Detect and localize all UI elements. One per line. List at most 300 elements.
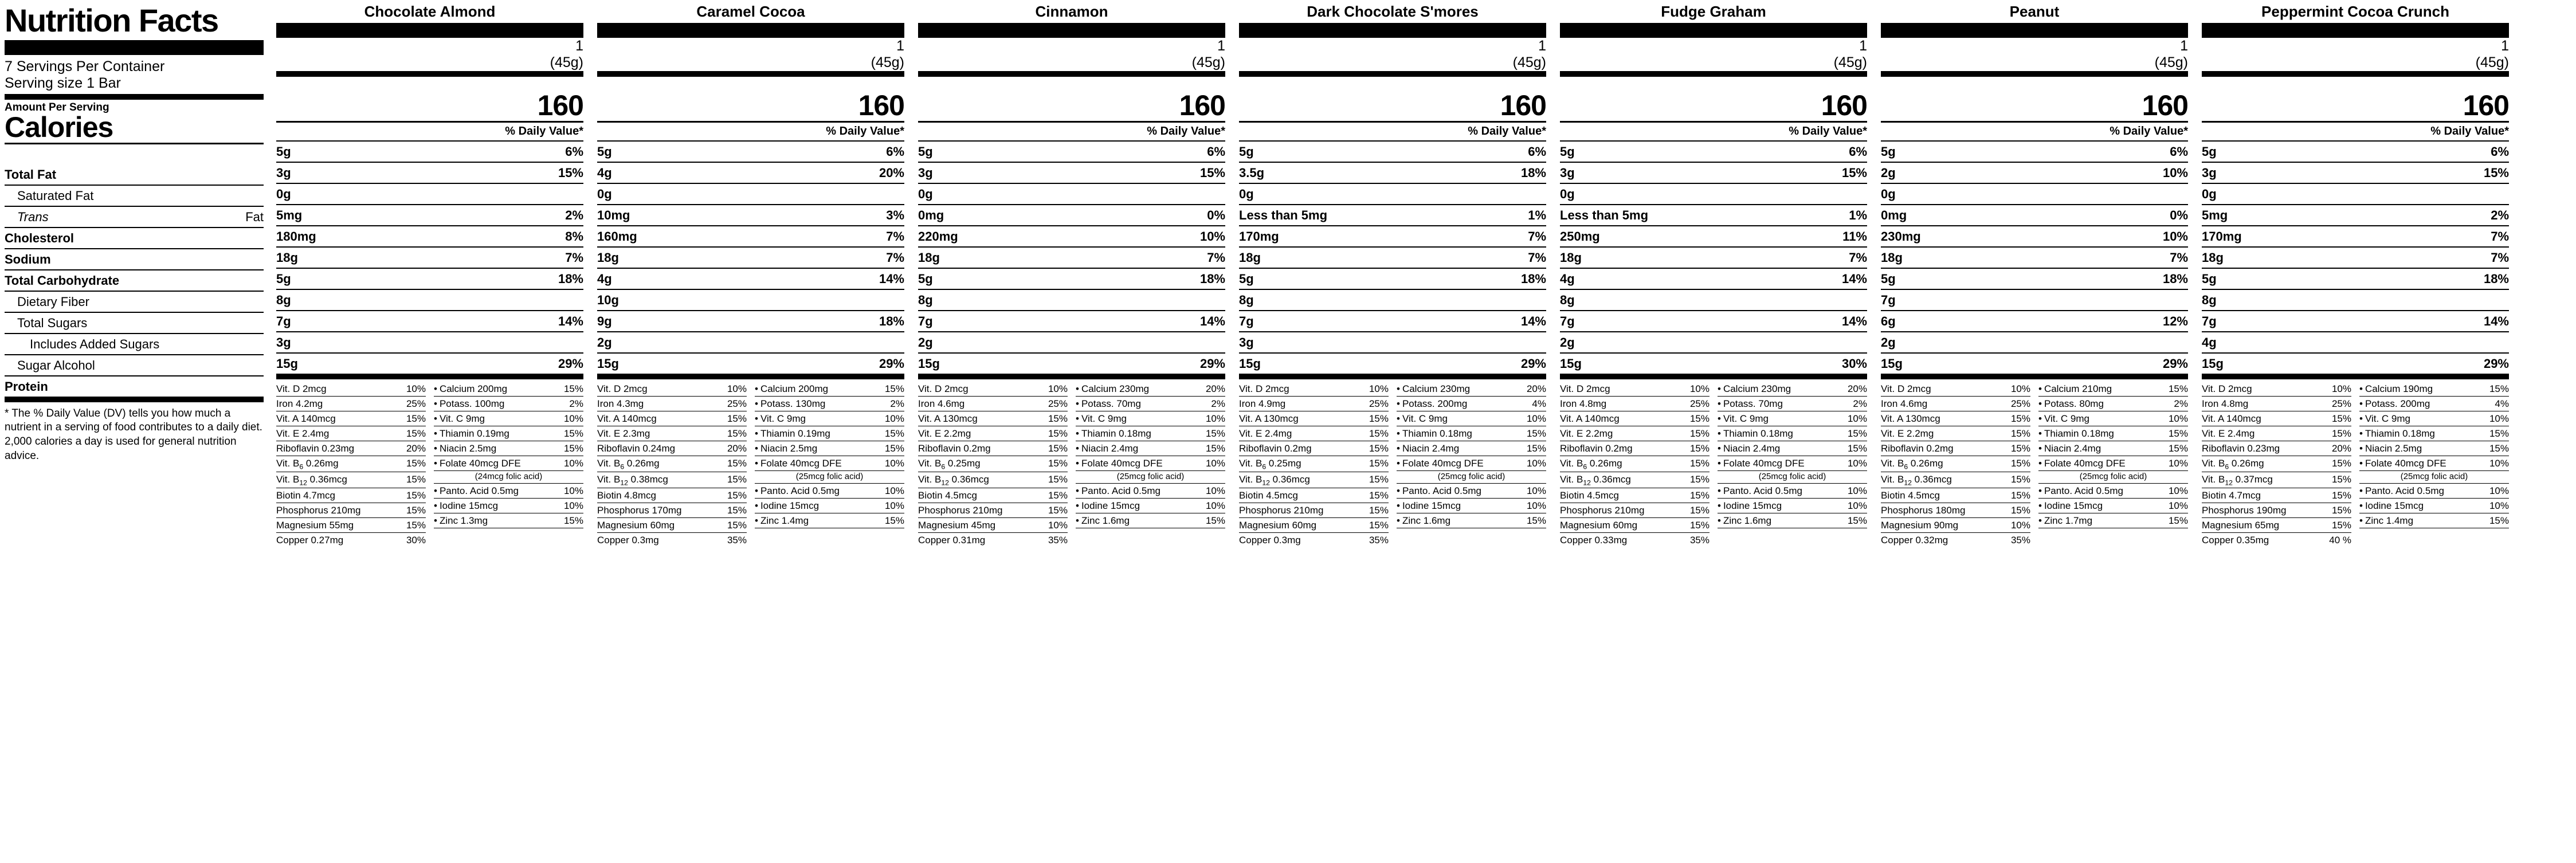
vitamin-row: • Thiamin 0.19mg 15% — [755, 426, 904, 441]
vitamin-name: Folate 40mcg DFE — [1081, 457, 1163, 469]
vitamin-name: Copper 0.35mg — [2202, 535, 2269, 546]
bullet-icon: • — [1397, 413, 1400, 424]
vitamin-name: Zinc 1.4mg — [2365, 515, 2414, 526]
vitamin-name: Vit. D 2mcg — [597, 383, 648, 394]
vitamin-name: Riboflavin 0.23mg — [2202, 442, 2280, 454]
dv-header: % Daily Value* — [1560, 123, 1867, 142]
vitamin-name: Magnesium 90mg — [1881, 520, 1959, 531]
value-sodium: 220mg 10% — [918, 226, 1225, 248]
vitamin-name: Copper 0.33mg — [1560, 535, 1628, 546]
bullet-icon: • — [2038, 383, 2042, 394]
vitamin-grid — [1239, 382, 1546, 548]
vitamin-row: Phosphorus 190mg 15% — [2202, 503, 2351, 518]
vitamin-name: Vit. $B_6$ 0.26mg — [1560, 457, 1622, 470]
vitamin-row: • Folate 40mcg DFE 10% — [1718, 456, 1867, 471]
value-sodium: 250mg 11% — [1560, 226, 1867, 248]
vitamin-row: • Iodine 15mcg 10% — [1397, 499, 1546, 513]
vitamin-grid — [597, 382, 904, 548]
vitamin-row: • Calcium 190mg 15% — [2359, 382, 2509, 397]
bullet-icon: • — [755, 413, 758, 424]
vitamin-name: Panto. Acid 0.5mg — [439, 485, 519, 496]
vitamin-row: Vit. D 2mcg 10% — [918, 382, 1068, 397]
value-cholesterol: 0mg 0% — [918, 205, 1225, 226]
row-label-saturated-fat: Saturated Fat — [5, 186, 264, 207]
value-sodium: 160mg 7% — [597, 226, 904, 248]
vitamin-grid — [918, 382, 1225, 548]
vitamin-row: Riboflavin 0.2mg 15% — [918, 441, 1068, 456]
vitamin-name: Vit. D 2mcg — [2202, 383, 2252, 394]
vitamin-row: Vit. $B_{12}$ 0.38mcg 15% — [597, 472, 747, 488]
serving-count: 1 — [896, 38, 904, 54]
daily-value-footnote: * The % Daily Value (DV) tells you how much a nutrient in a serving of food contributes to a daily diet. 2,000 calories a day is used for general nutrition advice. — [5, 407, 262, 462]
vitamin-grid — [276, 382, 583, 548]
bullet-icon: • — [1076, 398, 1079, 409]
vitamin-row: Magnesium 60mg 15% — [1560, 518, 1710, 533]
vitamin-row: • Panto. Acid 0.5mg 10% — [1718, 484, 1867, 499]
vitamin-row: Iron 4.8mg 25% — [2202, 397, 2351, 411]
value-protein: 15g 29% — [918, 354, 1225, 379]
vitamin-row: Vit. E 2.4mg 15% — [2202, 426, 2351, 441]
vitamin-name: Niacin 2.4mg — [2044, 442, 2101, 454]
vitamin-row: • Vit. C 9mg 10% — [434, 411, 583, 426]
vitamin-row: Phosphorus 210mg 15% — [1560, 503, 1710, 518]
vitamin-row: • Zinc 1.6mg 15% — [1397, 513, 1546, 528]
vitamin-name: Copper 0.31mg — [918, 535, 986, 546]
value-cholesterol: 10mg 3% — [597, 205, 904, 226]
bullet-icon: • — [1718, 413, 1721, 424]
value-added-sugars: 7g 14% — [276, 311, 583, 332]
value-total-fat: 5g 6% — [1239, 142, 1546, 163]
value-trans-fat: 0g — [1560, 184, 1867, 205]
bullet-icon: • — [2359, 500, 2363, 511]
vitamin-row: • Iodine 15mcg 10% — [2359, 499, 2509, 513]
vitamin-name: Phosphorus 190mg — [2202, 505, 2287, 516]
calories-value: 160 — [1179, 89, 1225, 121]
vitamin-name: Vit. C 9mg — [1723, 413, 1769, 424]
bullet-icon: • — [1076, 485, 1079, 496]
vitamin-name: Magnesium 60mg — [1239, 520, 1317, 531]
vitamin-col-right — [1076, 382, 1225, 548]
value-added-sugars: 9g 18% — [597, 311, 904, 332]
calories-value: 160 — [1500, 89, 1546, 121]
vitamin-name: Riboflavin 0.2mg — [1881, 442, 1954, 454]
value-saturated-fat: 2g 10% — [1881, 163, 2188, 184]
row-label-dietary-fiber: Dietary Fiber — [5, 292, 264, 313]
vitamin-row: Vit. E 2.4mg 15% — [1239, 426, 1389, 441]
value-trans-fat: 0g — [276, 184, 583, 205]
bullet-icon: • — [2359, 383, 2363, 394]
value-sugar-alcohol: 3g — [1239, 332, 1546, 354]
vitamin-row: • Folate 40mcg DFE 10% — [2038, 456, 2188, 471]
value-saturated-fat: 3g 15% — [276, 163, 583, 184]
vitamin-name: Folate 40mcg DFE — [2044, 457, 2126, 469]
bullet-icon: • — [755, 442, 758, 454]
flavor-title: Chocolate Almond — [364, 3, 496, 20]
bullet-icon: • — [1718, 500, 1721, 511]
vitamin-name: Iron 4.2mg — [276, 398, 323, 409]
bullet-icon: • — [434, 515, 437, 526]
vitamin-row: Iron 4.3mg 25% — [597, 397, 747, 411]
vitamin-name: Iodine 15mcg — [2365, 500, 2424, 511]
vitamin-name: Thiamin 0.19mg — [439, 427, 509, 439]
vitamin-name: Iron 4.3mg — [597, 398, 644, 409]
vitamin-name: Calcium 210mg — [2044, 383, 2112, 394]
value-total-carbohydrate: 18g 7% — [1560, 248, 1867, 269]
bullet-icon: • — [1718, 515, 1721, 526]
vitamin-row: Biotin 4.5mcg 15% — [1239, 488, 1389, 503]
bullet-icon: • — [1397, 500, 1400, 511]
vitamin-name: Vit. D 2mcg — [918, 383, 969, 394]
vitamin-name: Vit. $B_{12}$ 0.38mcg — [597, 473, 668, 487]
bullet-icon: • — [434, 413, 437, 424]
flavor-column-fudge-graham — [1553, 0, 1874, 547]
value-total-fat: 5g 6% — [276, 142, 583, 163]
vitamin-name: Calcium 230mg — [1402, 383, 1471, 394]
vitamin-row: • Folate 40mcg DFE 10% — [755, 456, 904, 471]
vitamin-row: Vit. A 140mcg 15% — [597, 411, 747, 426]
vitamin-row: • Calcium 230mg 20% — [1076, 382, 1225, 397]
value-trans-fat: 0g — [1239, 184, 1546, 205]
value-total-carbohydrate: 18g 7% — [1239, 248, 1546, 269]
value-added-sugars: 6g 12% — [1881, 311, 2188, 332]
bullet-icon: • — [1718, 427, 1721, 439]
bullet-icon: • — [1397, 427, 1400, 439]
row-label-sugar-alcohol: Sugar Alcohol — [5, 355, 264, 376]
vitamin-name: Potass. 130mg — [760, 398, 826, 409]
vitamin-row: Magnesium 60mg 15% — [597, 518, 747, 533]
serving-count: 1 — [2180, 38, 2188, 54]
vitamin-row: • Niacin 2.5mg 15% — [2359, 441, 2509, 456]
vitamin-row: Vit. D 2mcg 10% — [597, 382, 747, 397]
vitamin-row: • Thiamin 0.18mg 15% — [1076, 426, 1225, 441]
calories-value: 160 — [1821, 89, 1867, 121]
folate-sub-note: (25mcg folic acid) — [1397, 471, 1546, 484]
vitamin-row: Copper 0.32mg 35% — [1881, 535, 2030, 546]
serving-weight: (45g) — [1833, 54, 1867, 70]
divider-thick — [2202, 23, 2509, 38]
vitamin-name: Zinc 1.6mg — [1081, 515, 1130, 526]
serving-count: 1 — [2501, 38, 2509, 54]
vitamin-name: Folate 40mcg DFE — [1723, 457, 1805, 469]
vitamin-name: Vit. $B_6$ 0.26mg — [597, 457, 660, 470]
vitamin-row: • Zinc 1.6mg 15% — [1076, 513, 1225, 528]
vitamin-row: Vit. E 2.2mg 15% — [1560, 426, 1710, 441]
vitamin-row: • Panto. Acid 0.5mg 10% — [434, 484, 583, 499]
value-total-fat: 5g 6% — [2202, 142, 2509, 163]
vitamin-col-right — [2359, 382, 2509, 548]
vitamin-row: • Folate 40mcg DFE 10% — [434, 456, 583, 471]
vitamin-row: • Zinc 1.6mg 15% — [1718, 513, 1867, 528]
row-label-total-sugars: Total Sugars — [5, 313, 264, 334]
value-added-sugars: 7g 14% — [918, 311, 1225, 332]
dv-header: % Daily Value* — [597, 123, 904, 142]
vitamin-row: Copper 0.3mg 35% — [1239, 535, 1389, 546]
vitamin-name: Iodine 15mcg — [439, 500, 499, 511]
vitamin-name: Iodine 15mcg — [1081, 500, 1140, 511]
bullet-icon: • — [2359, 457, 2363, 469]
vitamin-name: Vit. A 130mcg — [1881, 413, 1940, 424]
vitamin-name: Thiamin 0.18mg — [2365, 427, 2435, 439]
divider-medium — [1560, 71, 1867, 77]
vitamin-row: • Folate 40mcg DFE 10% — [1076, 456, 1225, 471]
bullet-icon: • — [1076, 457, 1079, 469]
page-title: Nutrition Facts — [5, 2, 218, 38]
vitamin-name: Copper 0.3mg — [597, 535, 659, 546]
serving-weight: (45g) — [2475, 54, 2509, 70]
bullet-icon: • — [434, 457, 437, 469]
value-sugar-alcohol: 2g — [597, 332, 904, 354]
value-sugar-alcohol: 4g — [2202, 332, 2509, 354]
value-total-carbohydrate: 18g 7% — [2202, 248, 2509, 269]
value-total-sugars: 8g — [2202, 290, 2509, 311]
divider-thick — [5, 40, 264, 55]
vitamin-row: • Thiamin 0.18mg 15% — [1397, 426, 1546, 441]
vitamin-row: • Niacin 2.5mg 15% — [755, 441, 904, 456]
vitamin-row: • Panto. Acid 0.5mg 10% — [2038, 484, 2188, 499]
divider-thick — [918, 23, 1225, 38]
row-label-trans-fat: Trans Fat — [5, 207, 264, 228]
vitamin-name: Calcium 200mg — [760, 383, 829, 394]
vitamin-name: Vit. E 2.4mg — [1239, 427, 1292, 439]
vitamin-name: Vit. E 2.4mg — [276, 427, 330, 439]
divider-medium — [276, 71, 583, 77]
vitamin-row: Riboflavin 0.2mg 15% — [1881, 441, 2030, 456]
value-trans-fat: 0g — [918, 184, 1225, 205]
vitamin-name: Panto. Acid 0.5mg — [1402, 485, 1481, 496]
vitamin-col-right — [755, 382, 904, 548]
value-total-fat: 5g 6% — [1881, 142, 2188, 163]
row-label-protein: Protein — [5, 376, 264, 402]
vitamin-name: Potass. 70mg — [1081, 398, 1141, 409]
vitamin-col-left — [1560, 382, 1710, 548]
vitamin-row: Magnesium 65mg 15% — [2202, 518, 2351, 533]
vitamin-name: Panto. Acid 0.5mg — [2365, 485, 2444, 496]
vitamin-name: Potass. 100mg — [439, 398, 505, 409]
value-total-fat: 5g 6% — [918, 142, 1225, 163]
vitamin-row: • Vit. C 9mg 10% — [755, 411, 904, 426]
bullet-icon: • — [1076, 515, 1079, 526]
bullet-icon: • — [755, 457, 758, 469]
vitamin-name: Vit. D 2mcg — [276, 383, 327, 394]
vitamin-name: Biotin 4.7mcg — [276, 490, 335, 501]
divider-thick — [1881, 23, 2188, 38]
vitamin-col-left — [276, 382, 426, 548]
vitamin-row: Vit. $B_{12}$ 0.36mcg 15% — [1881, 472, 2030, 488]
vitamin-name: Zinc 1.6mg — [1402, 515, 1451, 526]
divider-thick — [1239, 23, 1546, 38]
vitamin-row: • Potass. 80mg 2% — [2038, 397, 2188, 411]
value-total-sugars: 8g — [1239, 290, 1546, 311]
bullet-icon: • — [755, 485, 758, 496]
value-dietary-fiber: 5g 18% — [918, 269, 1225, 290]
vitamin-name: Phosphorus 210mg — [1560, 505, 1645, 516]
vitamin-name: Folate 40mcg DFE — [439, 457, 521, 469]
bullet-icon: • — [1076, 383, 1079, 394]
vitamin-row: Vit. E 2.3mg 15% — [597, 426, 747, 441]
value-dietary-fiber: 4g 14% — [597, 269, 904, 290]
divider-thick — [276, 23, 583, 38]
vitamin-row: Vit. $B_6$ 0.26mg 15% — [597, 456, 747, 472]
vitamin-name: Calcium 230mg — [1723, 383, 1791, 394]
vitamin-name: Folate 40mcg DFE — [760, 457, 842, 469]
calories-value: 160 — [858, 89, 904, 121]
vitamin-row: Biotin 4.7mcg 15% — [2202, 488, 2351, 503]
value-saturated-fat: 3g 15% — [2202, 163, 2509, 184]
bullet-icon: • — [755, 500, 758, 511]
dv-header: % Daily Value* — [1239, 123, 1546, 142]
vitamin-name: Magnesium 45mg — [918, 520, 996, 531]
vitamin-col-left — [597, 382, 747, 548]
vitamin-name: Vit. D 2mcg — [1560, 383, 1610, 394]
bullet-icon: • — [2359, 485, 2363, 496]
vitamin-name: Iron 4.9mg — [1239, 398, 1286, 409]
vitamin-name: Zinc 1.3mg — [439, 515, 488, 526]
vitamin-name: Zinc 1.7mg — [2044, 515, 2093, 526]
value-cholesterol: 5mg 2% — [276, 205, 583, 226]
vitamin-row: • Iodine 15mcg 10% — [1718, 499, 1867, 513]
bullet-icon: • — [1397, 485, 1400, 496]
vitamin-row: Vit. A 130mcg 15% — [918, 411, 1068, 426]
serving-count: 1 — [1859, 38, 1867, 54]
servings-per-container: 7 Servings Per Container — [5, 58, 165, 74]
vitamin-row: • Panto. Acid 0.5mg 10% — [1397, 484, 1546, 499]
vitamin-row: • Folate 40mcg DFE 10% — [2359, 456, 2509, 471]
vitamin-row: Vit. $B_6$ 0.26mg 15% — [2202, 456, 2351, 472]
vitamin-name: Magnesium 60mg — [597, 520, 675, 531]
vitamin-row: Vit. D 2mcg 10% — [2202, 382, 2351, 397]
value-total-fat: 5g 6% — [1560, 142, 1867, 163]
divider-medium — [5, 94, 264, 100]
vitamin-col-right — [2038, 382, 2188, 548]
flavor-column-chocolate-almond — [269, 0, 590, 547]
vitamin-name: Vit. C 9mg — [2044, 413, 2090, 424]
vitamin-row: • Calcium 200mg 15% — [434, 382, 583, 397]
vitamin-row: Vit. $B_6$ 0.25mg 15% — [1239, 456, 1389, 472]
vitamin-name: Thiamin 0.18mg — [1723, 427, 1793, 439]
flavor-column-cinnamon — [911, 0, 1232, 547]
vitamin-name: Calcium 230mg — [1081, 383, 1150, 394]
value-trans-fat: 0g — [597, 184, 904, 205]
serving-weight: (45g) — [871, 54, 904, 70]
bullet-icon: • — [2359, 427, 2363, 439]
bullet-icon: • — [1718, 457, 1721, 469]
vitamin-name: Potass. 80mg — [2044, 398, 2104, 409]
vitamin-name: Vit. A 130mcg — [1239, 413, 1299, 424]
vitamin-name: Vit. E 2.2mg — [918, 427, 971, 439]
serving-weight: (45g) — [550, 54, 583, 70]
vitamin-row: • Iodine 15mcg 10% — [755, 499, 904, 513]
vitamin-row: • Calcium 210mg 15% — [2038, 382, 2188, 397]
value-total-sugars: 8g — [1560, 290, 1867, 311]
vitamin-row: Copper 0.33mg 35% — [1560, 535, 1710, 546]
vitamin-row: Magnesium 45mg 10% — [918, 518, 1068, 533]
vitamin-row: • Potass. 100mg 2% — [434, 397, 583, 411]
vitamin-row: • Niacin 2.4mg 15% — [1397, 441, 1546, 456]
value-protein: 15g 29% — [1881, 354, 2188, 379]
vitamin-row: • Thiamin 0.18mg 15% — [2359, 426, 2509, 441]
value-protein: 15g 29% — [276, 354, 583, 379]
vitamin-row: Vit. A 140mcg 15% — [2202, 411, 2351, 426]
value-sodium: 170mg 7% — [1239, 226, 1546, 248]
vitamin-row: Vit. D 2mcg 10% — [1560, 382, 1710, 397]
vitamin-row: • Iodine 15mcg 10% — [1076, 499, 1225, 513]
value-added-sugars: 7g 14% — [1239, 311, 1546, 332]
vitamin-name: Magnesium 60mg — [1560, 520, 1638, 531]
bullet-icon: • — [1397, 398, 1400, 409]
vitamin-row: Riboflavin 0.2mg 15% — [1560, 441, 1710, 456]
vitamin-row: Iron 4.9mg 25% — [1239, 397, 1389, 411]
bullet-icon: • — [755, 383, 758, 394]
vitamin-name: Vit. C 9mg — [439, 413, 485, 424]
bullet-icon: • — [755, 515, 758, 526]
value-protein: 15g 29% — [597, 354, 904, 379]
row-label-total-fat: Total Fat — [5, 164, 264, 186]
vitamin-row: • Niacin 2.4mg 15% — [1718, 441, 1867, 456]
vitamin-col-right — [434, 382, 583, 548]
vitamin-row: • Panto. Acid 0.5mg 10% — [1076, 484, 1225, 499]
value-sodium: 170mg 7% — [2202, 226, 2509, 248]
vitamin-name: Thiamin 0.18mg — [1081, 427, 1151, 439]
value-saturated-fat: 3.5g 18% — [1239, 163, 1546, 184]
vitamin-name: Vit. $B_{12}$ 0.36mcg — [1881, 473, 1952, 487]
bullet-icon: • — [2038, 457, 2042, 469]
serving-weight: (45g) — [1512, 54, 1546, 70]
value-saturated-fat: 4g 20% — [597, 163, 904, 184]
vitamin-name: Potass. 200mg — [1402, 398, 1468, 409]
divider-medium — [2202, 71, 2509, 77]
calories-value: 160 — [537, 89, 583, 121]
vitamin-name: Biotin 4.5mcg — [1881, 490, 1940, 501]
bullet-icon: • — [1076, 413, 1079, 424]
vitamin-name: Iron 4.6mg — [918, 398, 965, 409]
serving-count: 1 — [1217, 38, 1225, 54]
vitamin-row: Biotin 4.7mcg 15% — [276, 488, 426, 503]
dv-header: % Daily Value* — [276, 123, 583, 142]
value-cholesterol: 5mg 2% — [2202, 205, 2509, 226]
flavor-column-caramel-cocoa — [590, 0, 911, 547]
vitamin-name: Vit. $B_{12}$ 0.36mcg — [1560, 473, 1631, 487]
value-sodium: 180mg 8% — [276, 226, 583, 248]
vitamin-name: Riboflavin 0.2mg — [1239, 442, 1312, 454]
vitamin-row: Vit. A 130mcg 15% — [1239, 411, 1389, 426]
flavor-title: Dark Chocolate S'mores — [1307, 3, 1479, 20]
flavor-column-peanut — [1874, 0, 2195, 547]
calories-value: 160 — [2142, 89, 2188, 121]
vitamin-row: • Panto. Acid 0.5mg 10% — [2359, 484, 2509, 499]
bullet-icon: • — [2038, 398, 2042, 409]
vitamin-name: Iodine 15mcg — [760, 500, 820, 511]
vitamin-row: Riboflavin 0.24mg 20% — [597, 441, 747, 456]
vitamin-name: Copper 0.27mg — [276, 535, 344, 546]
vitamin-name: Phosphorus 180mg — [1881, 505, 1966, 516]
flavor-column-dark-chocolate-smores — [1232, 0, 1553, 547]
bullet-icon: • — [1397, 515, 1400, 526]
vitamin-row: • Zinc 1.4mg 15% — [2359, 513, 2509, 528]
value-sugar-alcohol: 2g — [1881, 332, 2188, 354]
vitamin-name: Vit. A 140mcg — [1560, 413, 1620, 424]
folate-sub-note: (25mcg folic acid) — [2359, 471, 2509, 484]
flavor-column-peppermint-cocoa-crunch — [2195, 0, 2516, 547]
folate-sub-note: (25mcg folic acid) — [1076, 471, 1225, 484]
bullet-icon: • — [434, 500, 437, 511]
bullet-icon: • — [1076, 442, 1079, 454]
value-dietary-fiber: 4g 14% — [1560, 269, 1867, 290]
bullet-icon: • — [434, 383, 437, 394]
vitamin-row: Vit. E 2.2mg 15% — [1881, 426, 2030, 441]
vitamin-name: Panto. Acid 0.5mg — [2044, 485, 2123, 496]
vitamin-name: Panto. Acid 0.5mg — [760, 485, 840, 496]
value-dietary-fiber: 5g 18% — [1881, 269, 2188, 290]
